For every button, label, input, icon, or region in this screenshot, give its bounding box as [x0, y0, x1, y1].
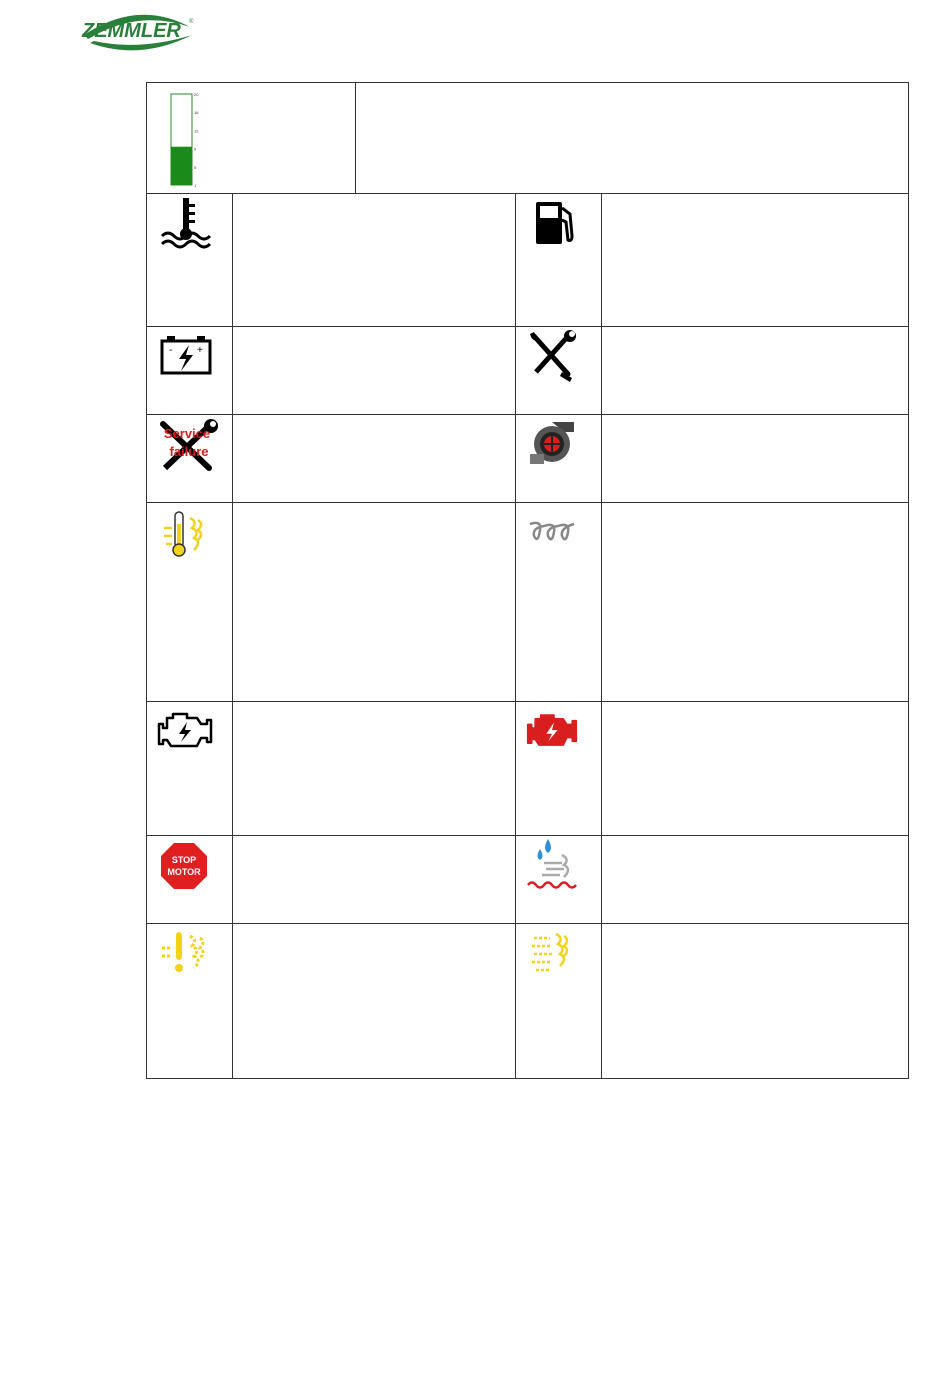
gauge-tick-label: 12: [194, 128, 199, 134]
fuel-icon: [534, 200, 580, 246]
column-divider: [355, 83, 356, 193]
service-failure-text-line1: Service: [163, 426, 211, 441]
water-in-fuel-icon: [526, 837, 580, 893]
gauge-tick-label: 1: [194, 183, 197, 188]
gauge-tick-label: 20: [194, 92, 199, 97]
logo-text: ZEMMLER: [82, 20, 181, 42]
engine-fault-icon: [526, 710, 578, 752]
column-divider: [515, 193, 516, 1078]
exhaust-filter-icon: [528, 928, 578, 980]
glow-plug-icon: [528, 518, 578, 548]
logo-registered-mark: ®: [189, 19, 194, 25]
motor-text: MOTOR: [167, 867, 201, 877]
coolant-temperature-icon: [160, 196, 212, 250]
row-divider: [147, 193, 908, 194]
gauge-tick-label: 9: [194, 146, 197, 152]
row-divider: [147, 414, 908, 415]
gauge-tick-label: 16: [194, 110, 199, 116]
svg-text:-: -: [169, 345, 173, 356]
row-divider: [147, 326, 908, 327]
row-divider: [147, 835, 908, 836]
column-divider: [232, 193, 233, 1078]
gauge-fill: [171, 147, 192, 185]
exhaust-temperature-icon: [162, 508, 210, 560]
service-tools-icon: [528, 330, 576, 382]
zemmler-logo: [80, 5, 196, 55]
exhaust-warning-icon: [158, 928, 214, 978]
service-failure-icon: [155, 418, 219, 474]
check-engine-icon: [157, 710, 213, 752]
row-divider: [147, 502, 908, 503]
battery-charge-icon: [159, 333, 213, 377]
level-gauge-icon: [165, 89, 205, 189]
turbocharger-icon: [528, 418, 578, 468]
stop-text: STOP: [171, 855, 197, 865]
service-failure-text-line2: failure: [169, 444, 209, 459]
stop-motor-icon: [160, 842, 208, 890]
svg-text:+: +: [197, 345, 203, 356]
row-divider: [147, 923, 908, 924]
row-divider: [147, 701, 908, 702]
gauge-tick-label: 5: [194, 164, 197, 170]
gauge-ticks: [194, 92, 199, 188]
column-divider: [601, 193, 602, 1078]
